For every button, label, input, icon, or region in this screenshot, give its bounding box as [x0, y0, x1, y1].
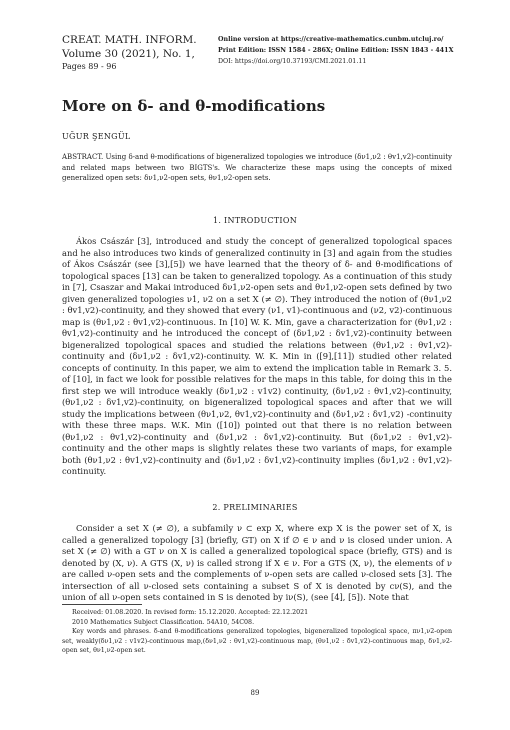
paper-title: More on δ- and θ-modifications	[62, 97, 326, 115]
introduction-paragraph: Ákos Császár [3], introduced and study the concept of generalized topological spaces and he also introduces two kinds of generalized continuity in [3] and again from the studies of Ákos Császár (see [3],[5]) we have learned that the theory of δ- and θ-modifications of topological spaces [13] can be taken to generalized topology. As a continuation of this study in [7], Csaszar and Makai introduced δν1,ν2-open sets and θν1,ν2-open sets defined by two given generalized topologies ν1, ν2 on a set X (≠ ∅). They introduced the notion of (θν1,ν2 : θv1,v2)-continuity, and they showed that every (ν1, v1)-continuous and (ν2, v2)-continuous map is (θν1,ν2 : θv1,v2)-continuous. In [10] W. K. Min, gave a characterization for (θν1,ν2 : θv1,v2)-continuity and he introduced the concept of (δν1,ν2 : δv1,v2)-continuity between bigeneralized topological spaces and studied the relations between (θν1,ν2 : θv1,v2)-continuity and (δν1,ν2 : δv1,v2)-continuity. W. K. Min in ([9],[11]) studied other related concepts of continuity. In this paper, we aim to extend the implication table in Remark 3. 5. of [10], in fact we look for possible relatives for the maps in this table, for doing this in the first step we will introduce weakly (δν1,ν2 : v1v2) continuity, (δν1,ν2 : θv1,v2)-continuity, (θν1,ν2 : δv1,v2)-continuity, on bigeneralized topological spaces and after that we will study the implications between (θν1,ν2, θv1,v2)-continuity and (δν1,ν2 : δv1,v2) -continuity with these three maps. W.K. Min ([10]) pointed out that there is no relation between (θν1,ν2 : θv1,v2)-continuity and (δν1,ν2 : δv1,v2)-continuity. But (δν1,ν2 : θv1,v2)-continuity and the other maps is slightly relates these two variants of maps, for example both (θν1,ν2 : θv1,v2)-continuity and (δν1,ν2 : δv1,v2)-continuity implies (δν1,ν2 : θv1,v2)-continuity.	[62, 236, 452, 476]
journal-volume: Volume 30 (2021), No. 1,	[62, 48, 195, 60]
paper-author: UĞUR ŞENGÜL	[62, 132, 131, 141]
issn-line: Print Edition: ISSN 1584 - 286X; Online Edition: ISSN 1843 - 441X	[218, 47, 454, 54]
doi-link[interactable]: DOI: https://doi.org/10.37193/CMI.2021.01.11	[218, 58, 367, 65]
journal-pages: Pages 89 - 96	[62, 62, 117, 71]
footnote-received: Received: 01.08.2020. In revised form: 15.12.2020. Accepted: 22.12.2021	[72, 609, 309, 616]
journal-name: CREAT. MATH. INFORM.	[62, 34, 197, 46]
section-heading-preliminaries: 2. PRELIMINARIES	[212, 503, 298, 512]
online-version-link[interactable]: Online version at https://creative-mathematics.cunbm.utcluj.ro/	[218, 36, 444, 43]
preliminaries-paragraph: Consider a set X (≠ ∅), a subfamily ν ⊂ exp X, where exp X is the power set of X, is called a generalized topology [3] (briefly, GT) on X if ∅ ∈ ν and ν is closed under union. A set X (≠ ∅) with a GT ν on X is called a generalized topological space (briefly, GTS) and is denoted by (X, ν). A GTS (X, ν) is called strong if X ∈ ν. For a GTS (X, ν), the elements of ν are called ν-open sets and the complements of ν-open sets are called ν-closed sets [3]. The intersection of all ν-closed sets containing a subset S of X is denoted by cν(S), and the union of all ν-open sets contained in S is denoted by iν(S), (see [4], [5]). Note that	[62, 523, 452, 602]
abstract: ABSTRACT. Using δ-and θ-modifications of bigeneralized topologies we introduce (δν1,ν2 : θv1,v2)-continuity and related maps between two BIGTS's. We characterize these maps using the concepts of mixed generalized open sets: δν1,ν2-open sets, θν1,ν2-open sets.	[62, 153, 452, 182]
section-heading-introduction: 1. INTRODUCTION	[212, 216, 298, 225]
footnote-msc: 2010 Mathematics Subject Classification. 54A10, 54C08.	[72, 618, 255, 626]
footnote-keywords: Key words and phrases. δ-and θ-modifications generalized topologies, bigeneralized topological space, πν1,ν2-open set, weakly(δν1,ν2 : v1v2)-continuous map,(δν1,ν2 : θv1,v2)-continuous map, (θν1,ν2 : δv1,v2)-continuous map, δν1,ν2-open set, θν1,ν2-open set.	[62, 628, 452, 654]
journal-header-left	[62, 33, 212, 73]
footnotes	[62, 608, 452, 656]
page-number: 89	[250, 689, 260, 697]
journal-header-right	[218, 34, 508, 67]
footnote-divider	[62, 604, 142, 605]
